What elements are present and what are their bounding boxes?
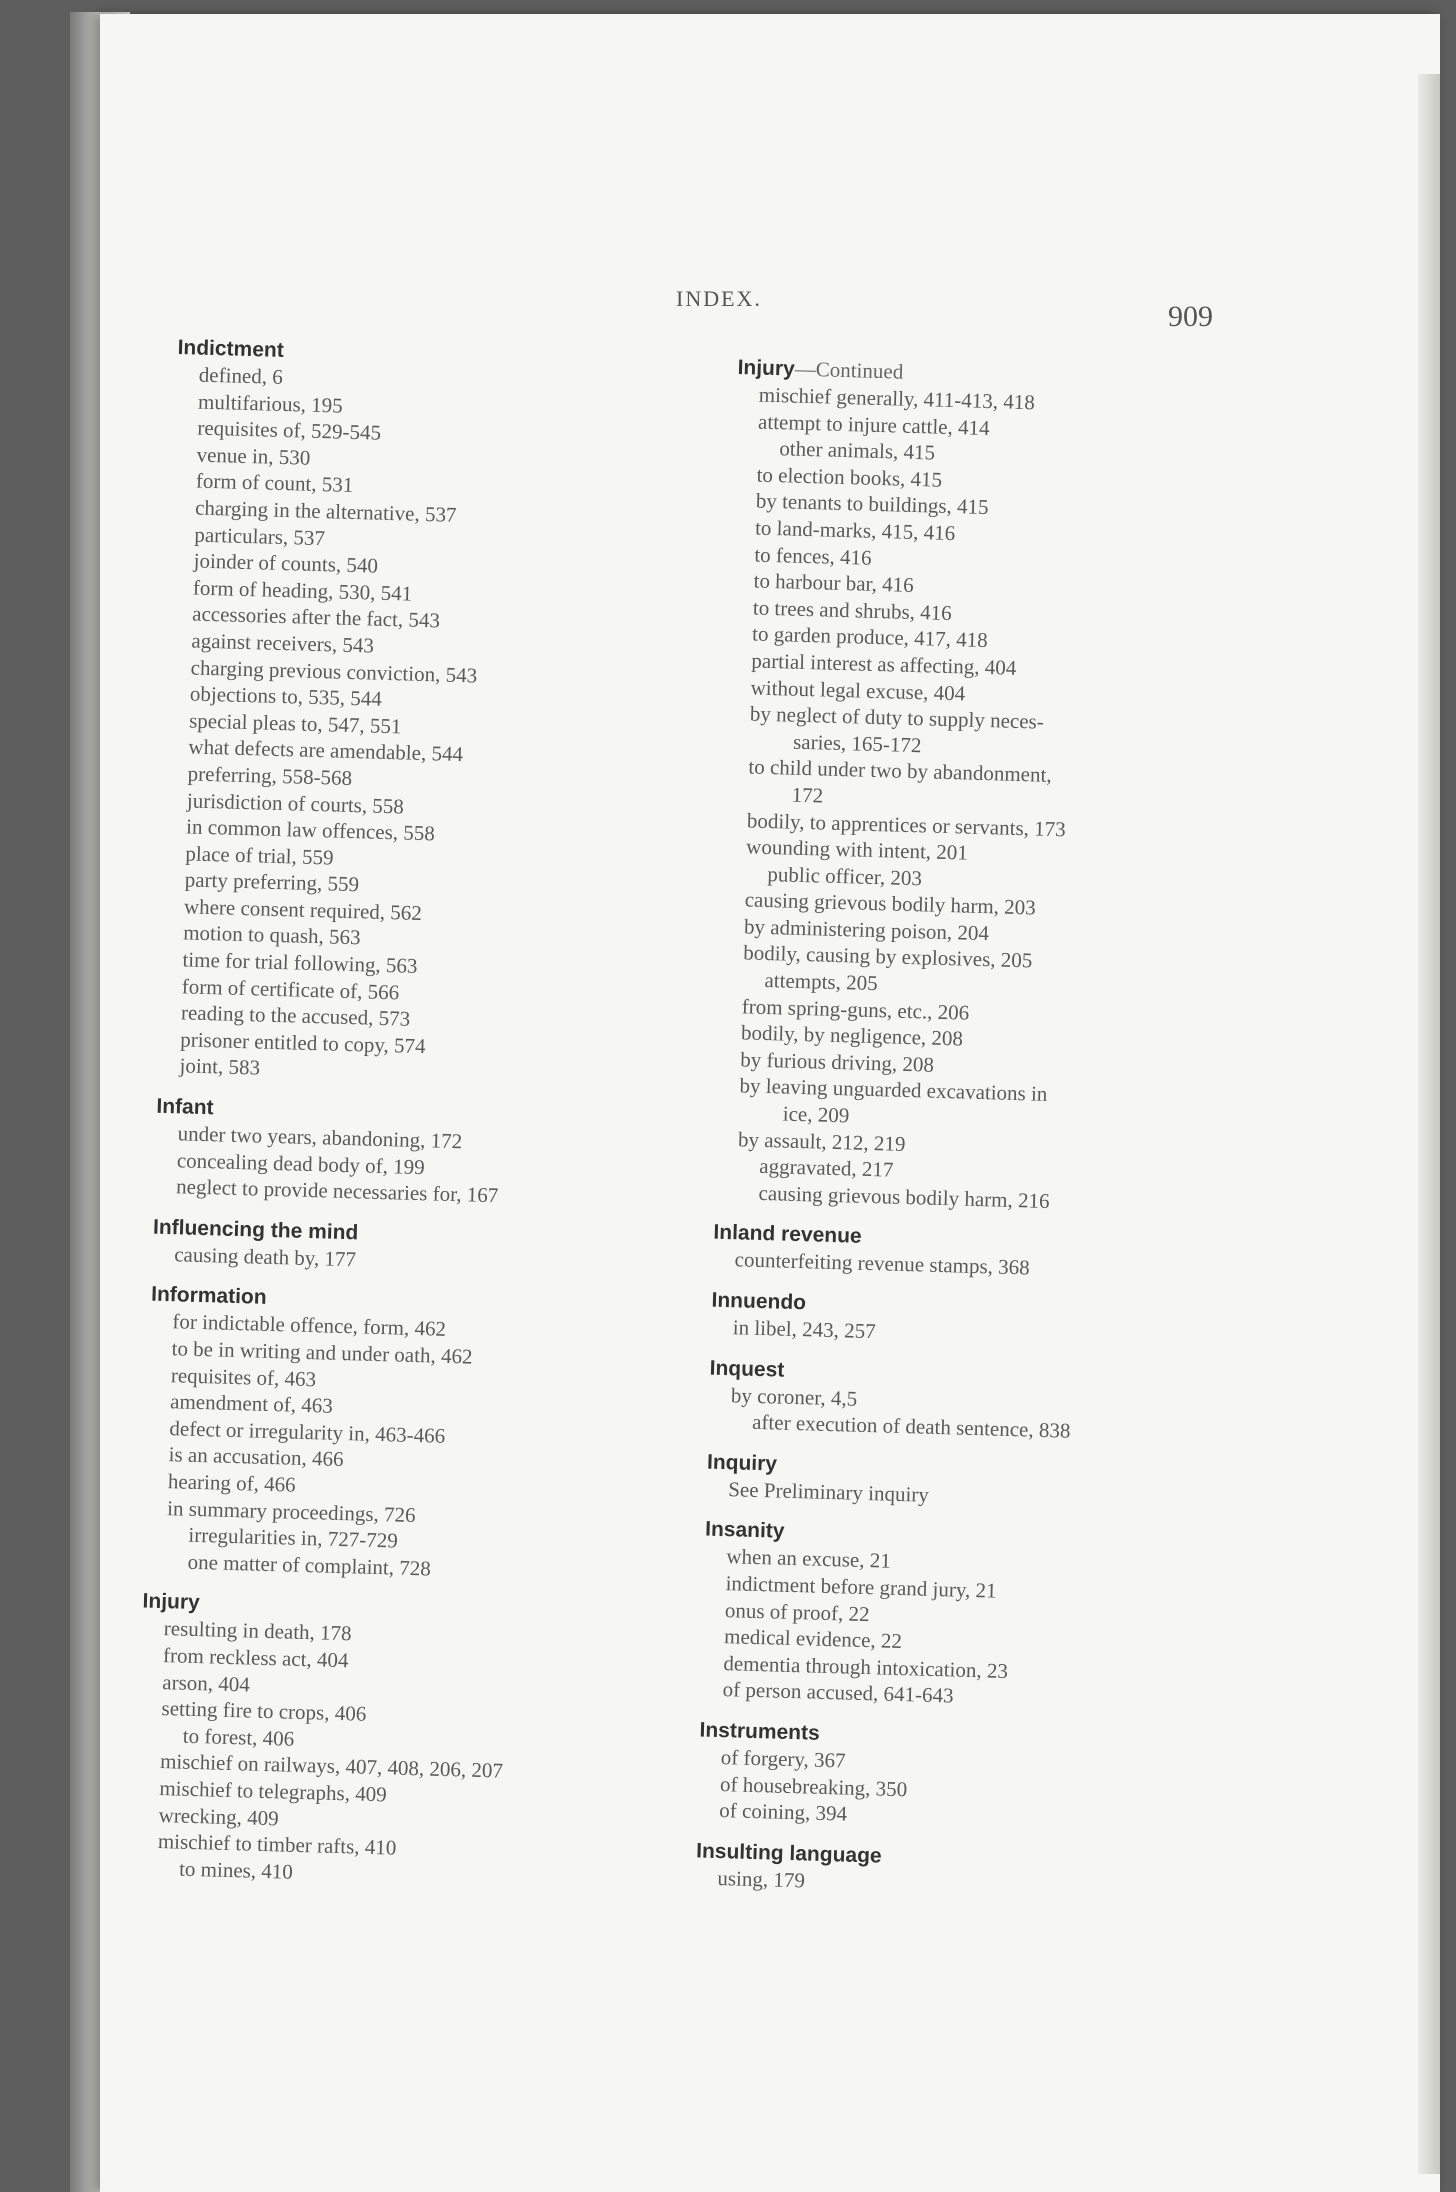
- index-entry: to land-marks, 415, 416: [754, 515, 956, 546]
- index-entry: using, 179: [717, 1865, 806, 1893]
- index-entry: neglect to provide necessaries for, 167: [175, 1174, 499, 1208]
- index-entry: without legal excuse, 404: [750, 675, 966, 706]
- index-subentry: other animals, 415: [779, 436, 936, 465]
- index-entry: motion to quash, 563: [182, 920, 361, 950]
- index-subentry: aggravated, 217: [758, 1154, 894, 1182]
- index-subentry: to mines, 410: [178, 1856, 294, 1884]
- index-entry: causing grievous bodily harm, 203: [744, 887, 1037, 920]
- index-entry: what defects are amendable, 544: [188, 734, 464, 767]
- index-entry: by coroner, 4,5: [730, 1382, 858, 1411]
- index-entry: of coining, 394: [718, 1798, 848, 1826]
- index-entry: by assault, 212, 219: [737, 1126, 906, 1156]
- index-entry: arson, 404: [162, 1669, 251, 1697]
- index-entry: setting fire to crops, 406: [161, 1696, 367, 1726]
- index-entry: bodily, to apprentices or servants, 173: [746, 807, 1067, 841]
- index-entry: where consent required, 562: [183, 894, 423, 925]
- index-entry: wounding with intent, 201: [745, 834, 969, 865]
- index-entry: partial interest as affecting, 404: [751, 648, 1017, 680]
- index-entry: preferring, 558-568: [187, 761, 353, 790]
- index-entry: for indictable offence, form, 462: [172, 1309, 447, 1342]
- index-column-right: [695, 354, 1278, 1906]
- index-entry: form of count, 531: [195, 468, 354, 498]
- index-entry: form of heading, 530, 541: [192, 575, 413, 606]
- index-entry: joinder of counts, 540: [193, 548, 379, 578]
- index-entry: charging in the alternative, 537: [194, 495, 457, 527]
- index-entry: counterfeiting revenue stamps, 368: [734, 1247, 1031, 1280]
- index-column-left: [135, 334, 718, 1896]
- index-entry: in summary proceedings, 726: [166, 1495, 416, 1527]
- page-edge: [1418, 74, 1440, 2174]
- index-entry: objections to, 535, 544: [189, 681, 383, 711]
- index-entry: mischief on railways, 407, 408, 206, 207: [159, 1749, 504, 1783]
- index-entry: mischief to telegraphs, 409: [159, 1775, 388, 1807]
- index-entry: of housebreaking, 350: [719, 1771, 908, 1801]
- index-entry: to child under two by abandonment,: [748, 754, 1052, 788]
- index-entry: medical evidence, 22: [723, 1624, 903, 1654]
- index-entry-continuation: saries, 165-172: [792, 729, 922, 757]
- index-subentry: attempts, 205: [764, 968, 878, 996]
- index-entry: form of certificate of, 566: [181, 974, 400, 1005]
- index-entry: hearing of, 466: [167, 1469, 296, 1497]
- index-entry: to trees and shrubs, 416: [752, 595, 953, 625]
- index-entry: venue in, 530: [196, 442, 311, 470]
- index-entry: by tenants to buildings, 415: [755, 488, 989, 520]
- index-subentry: one matter of complaint, 728: [187, 1549, 432, 1581]
- index-heading-text: Indictment: [177, 335, 285, 362]
- index-entry: amendment of, 463: [169, 1389, 334, 1418]
- index-entry: party preferring, 559: [184, 867, 360, 897]
- index-entry: by administering poison, 204: [743, 914, 990, 946]
- index-entry: to garden produce, 417, 418: [751, 621, 989, 653]
- index-subentry: to forest, 406: [182, 1723, 295, 1751]
- index-entry: from spring-guns, etc., 206: [741, 994, 970, 1025]
- index-entry: in libel, 243, 257: [732, 1315, 877, 1344]
- index-subentry: public officer, 203: [767, 861, 923, 891]
- index-entry: joint, 583: [179, 1053, 261, 1081]
- index-entry: accessories after the fact, 543: [191, 601, 441, 633]
- index-heading-text: Infant: [156, 1094, 214, 1120]
- index-entry: requisites of, 529-545: [197, 415, 382, 445]
- index-entry: reading to the accused, 573: [180, 1000, 411, 1031]
- index-entry: when an excuse, 21: [726, 1544, 892, 1574]
- index-heading-text: Insanity: [704, 1517, 785, 1544]
- index-entry: onus of proof, 22: [724, 1597, 870, 1626]
- index-entry: attempt to injure cattle, 414: [757, 409, 990, 440]
- index-entry: to harbour bar, 416: [753, 568, 915, 598]
- index-heading-text: Instruments: [699, 1718, 821, 1745]
- index-subentry: after execution of death sentence, 838: [751, 1410, 1071, 1443]
- index-entry: under two years, abandoning, 172: [177, 1121, 463, 1154]
- index-entry: of forgery, 367: [720, 1745, 846, 1773]
- index-entry: to election books, 415: [756, 462, 943, 492]
- index-entry: place of trial, 559: [185, 841, 334, 870]
- index-entry-continuation: 172: [791, 782, 824, 808]
- index-entry: of person accused, 641-643: [722, 1677, 954, 1708]
- index-heading-text: Inquiry: [706, 1450, 778, 1476]
- index-entry: wrecking, 409: [158, 1802, 280, 1830]
- index-heading-text: Innuendo: [711, 1288, 807, 1315]
- page-number: 909: [1168, 300, 1213, 333]
- index-entry: bodily, causing by explosives, 205: [742, 940, 1033, 973]
- index-heading-text: Influencing the mind: [152, 1215, 359, 1245]
- index-entry: to be in writing and under oath, 462: [171, 1336, 473, 1369]
- index-entry: indictment before grand jury, 21: [725, 1571, 997, 1603]
- index-entry: See Preliminary inquiry: [727, 1476, 930, 1507]
- index-heading-text: Information: [150, 1283, 267, 1310]
- index-entry: time for trial following, 563: [182, 947, 418, 978]
- index-entry: from reckless act, 404: [162, 1643, 349, 1673]
- index-entry: dementia through intoxication, 23: [723, 1650, 1009, 1683]
- index-entry: by neglect of duty to supply neces-: [749, 701, 1045, 734]
- index-entry: against receivers, 543: [191, 628, 375, 658]
- index-subentry: irregularities in, 727-729: [188, 1522, 399, 1553]
- index-entry: to fences, 416: [754, 542, 872, 570]
- index-entry: multifarious, 195: [197, 389, 344, 418]
- index-entry: mischief to timber rafts, 410: [157, 1829, 397, 1860]
- index-entry: in common law offences, 558: [185, 814, 436, 846]
- index-subentry: causing grievous bodily harm, 216: [758, 1180, 1050, 1213]
- index-heading-text: Injury: [737, 355, 796, 381]
- index-entry: by furious driving, 208: [739, 1047, 935, 1077]
- index-entry: charging previous conviction, 543: [190, 655, 478, 688]
- index-entry: causing death by, 177: [173, 1242, 357, 1272]
- index-heading-text: Inland revenue: [713, 1221, 862, 1249]
- index-entry: mischief generally, 411-413, 418: [758, 382, 1036, 415]
- index-entry: special pleas to, 547, 551: [188, 708, 402, 739]
- index-entry: requisites of, 463: [170, 1362, 317, 1391]
- index-entry: jurisdiction of courts, 558: [186, 787, 405, 818]
- index-entry: particulars, 537: [194, 522, 326, 550]
- index-entry: is an accusation, 466: [168, 1442, 344, 1472]
- index-entry: resulting in death, 178: [163, 1616, 352, 1646]
- index-entry: prisoner entitled to copy, 574: [179, 1027, 426, 1059]
- index-entry: defined, 6: [198, 362, 284, 389]
- continued-suffix: —Continued: [794, 356, 904, 384]
- index-heading-text: Inquest: [709, 1356, 785, 1382]
- running-head: INDEX.: [676, 286, 762, 311]
- index-entry: concealing dead body of, 199: [176, 1147, 426, 1179]
- index-heading-text: Injury: [142, 1589, 201, 1615]
- index-entry: bodily, by negligence, 208: [740, 1020, 964, 1051]
- index-entry: by leaving unguarded excavations in: [739, 1073, 1048, 1107]
- index-heading-text: Insulting language: [695, 1839, 882, 1868]
- index-entry: defect or irregularity in, 463-466: [169, 1415, 446, 1448]
- index-entry-continuation: ice, 209: [782, 1101, 850, 1128]
